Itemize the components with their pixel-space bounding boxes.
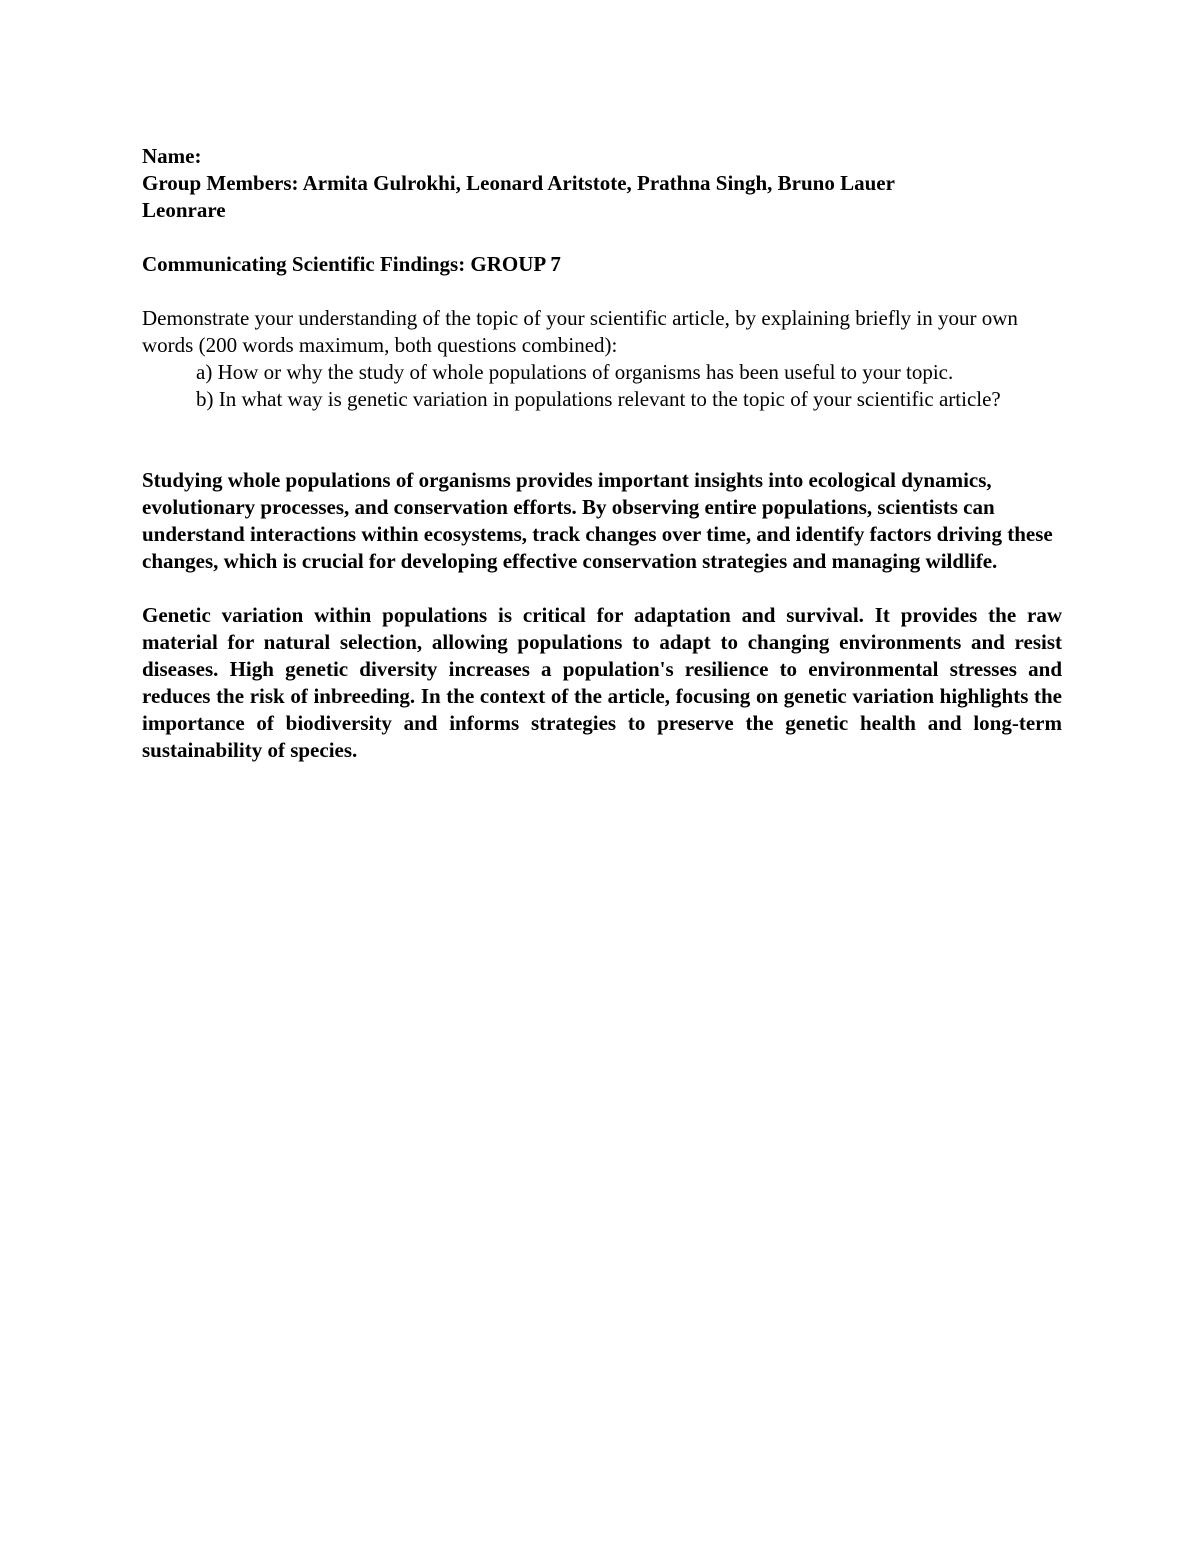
answer-a-paragraph: Studying whole populations of organisms provides important insights into ecological dynamics, evolutionary processes, and conservation efforts. By observing entire populations, scientists can understand interactions within ecosystems, track changes over time, and identify factors driving these changes, which is crucial for developing effective conservation strategies and managing wildlife. — [142, 468, 1053, 573]
document-body — [142, 143, 1062, 764]
group-members-line-1: Group Members: Armita Gulrokhi, Leonard Aritstote, Prathna Singh, Bruno Lauer — [142, 171, 895, 195]
name-label: Name: — [142, 144, 202, 168]
header-block — [142, 143, 1062, 224]
question-b: b) In what way is genetic variation in populations relevant to the topic of your scientific article? — [196, 387, 1001, 411]
prompt-intro: Demonstrate your understanding of the topic of your scientific article, by explaining briefly in your own words (200 words maximum, both questions combined): — [142, 306, 1018, 357]
document-title: Communicating Scientific Findings: GROUP 7 — [142, 252, 561, 276]
question-a: a) How or why the study of whole populations of organisms has been useful to your topic. — [196, 360, 954, 384]
group-members-line-2: Leonrare — [142, 198, 226, 222]
answer-b-paragraph: Genetic variation within populations is critical for adaptation and survival. It provides the raw material for natural selection, allowing populations to adapt to changing environments and resist diseases. High genetic diversity increases a population's resilience to environmental stresses and reduces the risk of inbreeding. In the context of the article, focusing on genetic variation highlights the importance of biodiversity and informs strategies to preserve the genetic health and long-term sustainability of species. — [142, 603, 1062, 762]
assignment-prompt — [142, 305, 1062, 413]
